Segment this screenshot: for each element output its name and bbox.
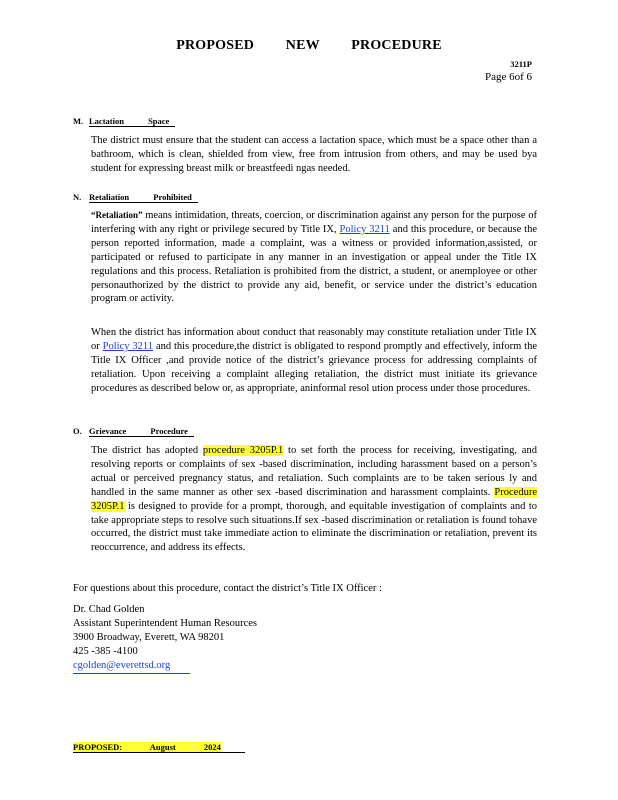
section-o-title: Grievance Procedure — [89, 426, 194, 437]
section-n-p1-text-b: and this procedure, or because the person reported information, made a complaint, was a witness or provided information,assisted, or participated or refused to participate in any manner in an investigation or appeal under the Title IX regulations and this process. Retaliation is prohibited from the district, a student, or anemployee or other personauthorized by the district to provide any aid, benefit, or service under the district’s education program or activity. — [91, 223, 537, 305]
section-n-p2-text-b: and this procedure,the district is obligated to respond promptly and effectively, inform the Title IX Officer ,and provide notice of the district’s grievance process for addressing complaints of retaliation. Upon receiving a complaint alleging retaliation, the district must initiate its grievance procedures as described below or, as appropriate, aninformal resol ution process under those procedures. — [91, 340, 537, 394]
proposed-date-footer — [73, 742, 245, 753]
section-m-letter: M. — [73, 116, 84, 126]
section-n-title: Retaliation Prohibited — [89, 192, 198, 203]
procedure-3205p1-highlight: procedure 3205P.1 — [202, 445, 284, 456]
procedure-3205p1-highlight-2: Procedure 3205P.1 — [91, 486, 537, 512]
section-n-paragraph-1 — [91, 209, 537, 306]
retaliation-term: “Retaliation” — [91, 210, 143, 220]
section-m-heading — [73, 116, 175, 127]
section-o-text-2: to set forth the process for receiving, investigating, and resolving reports or complaints of sex -based discrimination, including harassment based on a person’s actual or perceived pregnancy status, and retaliation. Such complaints are to be taken serious ly and handled in the same manner as other sex -based discrimination and harassment complaints. — [91, 445, 537, 498]
policy-3211-link-2[interactable]: Policy 3211 — [102, 340, 154, 352]
contact-name: Dr. Chad Golden — [73, 604, 145, 615]
section-o-text-3: is designed to provide for a prompt, thorough, and equitable investigation of complaints and to take appropriate steps to resolve such situations.If sex -based discrimination or retaliation is found tohave occurred, the district must take immediate action to eliminate the discrimination or retaliation, prevent its reoccurrence, and address its effects. — [91, 500, 537, 554]
section-n-p2-text-a: When the district has information about conduct that reasonably may constitute retaliation under Title IX or — [91, 327, 537, 352]
section-n-p1-text-a: means intimidation, threats, coercion, or discrimination against any person for the purpose of interfering with any right or privilege secured by Title IX, — [91, 210, 537, 235]
section-m-title: Lactation Space — [89, 116, 175, 127]
policy-3211-link[interactable]: Policy 3211 — [339, 223, 390, 235]
page-title: PROPOSED NEW PROCEDURE — [176, 38, 442, 53]
section-o-letter: O. — [73, 426, 82, 436]
section-n-heading — [73, 192, 198, 203]
footer-status: PROPOSED: August 2024 — [73, 742, 221, 752]
contact-phone: 425 -385 -4100 — [73, 646, 138, 657]
section-o-text-1: The district has adopted — [91, 445, 203, 456]
section-o-text — [91, 444, 537, 555]
section-n-letter: N. — [73, 192, 82, 202]
contact-email-link[interactable]: cgolden@everettsd.org — [73, 659, 190, 674]
contact-role: Assistant Superintendent Human Resources — [73, 618, 258, 629]
policy-number: 3211P — [510, 59, 532, 69]
contact-intro: For questions about this procedure, contact the district’s Title IX Officer : — [73, 583, 382, 594]
contact-address: 3900 Broadway, Everett, WA 98201 — [73, 632, 225, 643]
section-m-text: The district must ensure that the student can access a lactation space, which must be a space other than a bathroom, which is clean, shielded from view, free from intrusion from others, and may be used bya student for expressing breast milk or breastfeedi ngas needed. — [91, 135, 537, 174]
section-n-paragraph-2 — [91, 326, 537, 396]
section-o-heading — [73, 426, 194, 437]
page-number: Page 6of 6 — [484, 71, 532, 83]
